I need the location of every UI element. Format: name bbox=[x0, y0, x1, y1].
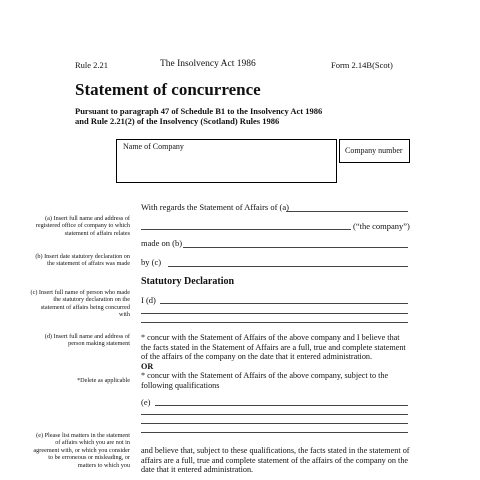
subtitle-line: Pursuant to paragraph 47 of Schedule B1 to the Insolvency Act 1986 bbox=[75, 106, 323, 116]
company-name-label: Name of Company bbox=[123, 142, 184, 151]
concur-statement-1: * concur with the Statement of Affairs of the above company and I believe that the facts stated in the Statement of Affairs are a full, true and complete statement of the affairs of the company on the date that it entered administration. bbox=[141, 333, 406, 362]
subtitle bbox=[75, 106, 405, 126]
declarant-input-line-1[interactable] bbox=[160, 303, 408, 304]
margin-note-delete: *Delete as applicable bbox=[77, 377, 130, 384]
form-number: Form 2.14B(Scot) bbox=[331, 60, 393, 70]
margin-note-d: (d) Insert full name and address of person making statement bbox=[44, 333, 130, 348]
declarant-input-line-2[interactable] bbox=[141, 313, 408, 314]
concur-statement-2: * concur with the Statement of Affairs of the above company, subject to the following qualifications bbox=[141, 371, 389, 390]
qualification-line-2[interactable] bbox=[141, 414, 408, 415]
by-input-line[interactable] bbox=[168, 266, 408, 267]
e-label: (e) bbox=[141, 397, 151, 407]
company-input-line[interactable] bbox=[141, 229, 351, 230]
company-number-label: Company number bbox=[345, 146, 403, 155]
regards-label: With regards the Statement of Affairs of (a) bbox=[141, 202, 289, 212]
regards-input-line[interactable] bbox=[286, 211, 408, 212]
qualification-line-1[interactable] bbox=[155, 405, 408, 406]
made-on-input-line[interactable] bbox=[183, 247, 408, 248]
belief-statement: and believe that, subject to these qualifications, the facts stated in the statement of affairs are a full, true and complete statement of the affairs of the company on the date that it entered administration. bbox=[141, 446, 410, 475]
margin-note-a: (a) Insert full name and address of registered office of company to which statement of affairs relates bbox=[35, 215, 130, 237]
section-heading: Statutory Declaration bbox=[141, 276, 235, 287]
act-name: The Insolvency Act 1986 bbox=[160, 59, 256, 69]
declarant-input-line-3[interactable] bbox=[141, 322, 408, 323]
company-number-field[interactable] bbox=[339, 139, 410, 163]
rule-number: Rule 2.21 bbox=[75, 60, 109, 70]
qualification-line-3[interactable] bbox=[141, 423, 408, 424]
company-name-field[interactable] bbox=[116, 139, 337, 183]
subtitle-line: and Rule 2.21(2) of the Insolvency (Scotland) Rules 1986 bbox=[75, 116, 280, 126]
page-title: Statement of concurrence bbox=[75, 80, 261, 99]
margin-note-b: (b) Insert date statutory declaration on the statement of affairs was made bbox=[35, 253, 130, 268]
the-company-label: (“the company”) bbox=[353, 221, 410, 231]
i-label: I (d) bbox=[141, 295, 156, 305]
qualification-line-4[interactable] bbox=[141, 432, 408, 433]
margin-note-c: (c) Insert full name of person who made the statutory declaration on the statement of affairs being concurred with bbox=[30, 289, 130, 319]
made-on-label: made on (b) bbox=[141, 238, 183, 248]
by-label: by (c) bbox=[141, 257, 162, 267]
or-label: OR bbox=[141, 362, 154, 371]
margin-note-e: (e) Please list matters in the statement of affairs which you are not in agreement with, or which you consider to be erroneous or misleading, or matters to which you bbox=[33, 432, 130, 469]
